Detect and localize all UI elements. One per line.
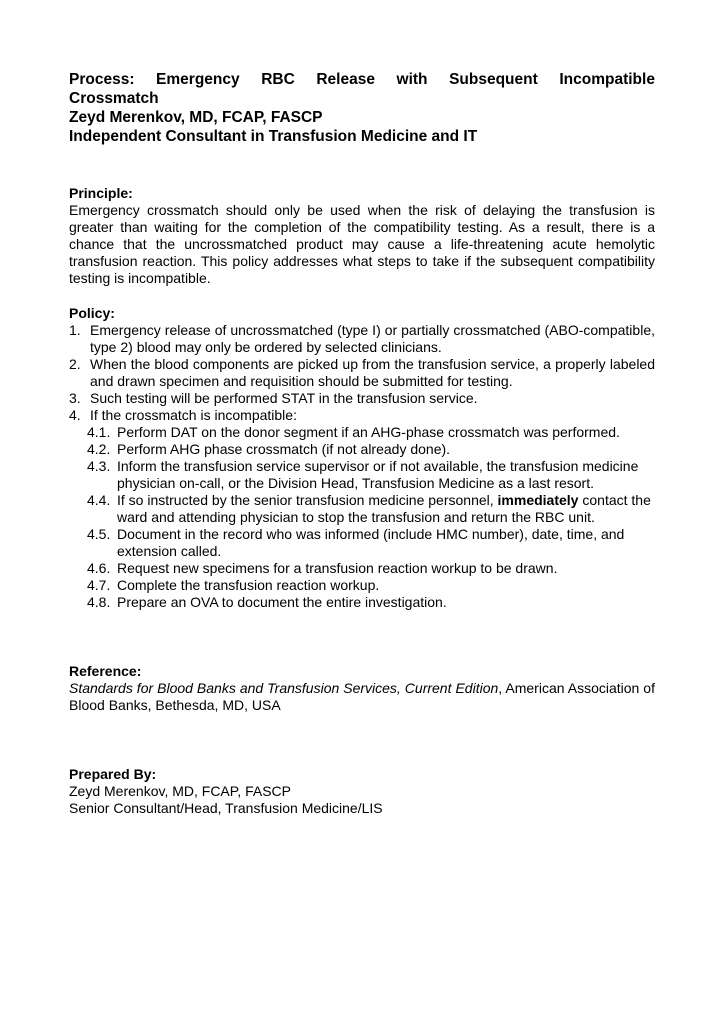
policy-subitem	[87, 594, 655, 611]
policy-item-text: Emergency release of uncrossmatched (type I) or partially crossmatched (ABO-compatible, type 2) blood may only be ordered by selected clinicians.	[90, 322, 655, 355]
policy-subitem-text: Inform the transfusion service supervisor or if not available, the transfusion medicine physician on-call, or the Division Head, Transfusion Medicine as a last resort.	[117, 458, 639, 491]
document-title	[69, 70, 655, 108]
reference-title: Standards for Blood Banks and Transfusion Services, Current Edition	[69, 680, 499, 696]
reference-heading: Reference:	[69, 663, 142, 679]
policy-item	[69, 356, 655, 390]
policy-item	[69, 407, 655, 611]
policy-subitem	[87, 441, 655, 458]
reference-section	[69, 663, 655, 714]
title-word: Subsequent	[449, 71, 538, 88]
subitem-text-part: If so instructed by the senior transfusion medicine personnel,	[117, 492, 498, 508]
policy-heading: Policy:	[69, 305, 115, 321]
policy-subitem	[87, 526, 655, 560]
policy-section	[69, 305, 655, 611]
policy-sublist	[87, 424, 655, 611]
policy-list	[69, 322, 655, 611]
policy-subitem-number: 4.5.	[87, 526, 111, 542]
reference-citation	[69, 680, 655, 714]
policy-subitem	[87, 458, 655, 492]
principle-text: Emergency crossmatch should only be used when the risk of delaying the transfusion is greater than waiting for the completion of the compatibility testing. As a result, there is a chance that the uncrossmatched product may cause a life-threatening acute hemolytic transfusion reaction. This policy addresses what steps to take if the subsequent compatibility testing is incompatible.	[69, 202, 655, 286]
prepared-by-heading: Prepared By:	[69, 766, 157, 782]
policy-item-number: 4.	[69, 407, 81, 423]
emphasis-immediately: immediately	[497, 492, 579, 508]
policy-item	[69, 390, 655, 407]
title-line-2: Crossmatch	[69, 90, 159, 107]
subitem-text-part: contact the ward and attending physician to stop the transfusion and return the RBC unit.	[117, 492, 651, 525]
title-prefix: Process:	[69, 71, 135, 88]
policy-subitem-number: 4.2.	[87, 441, 111, 457]
preparer-title: Senior Consultant/Head, Transfusion Medicine/LIS	[69, 800, 383, 816]
preparer-name: Zeyd Merenkov, MD, FCAP, FASCP	[69, 783, 291, 799]
principle-heading: Principle:	[69, 185, 133, 201]
policy-item-number: 1.	[69, 322, 81, 338]
author-name: Zeyd Merenkov, MD, FCAP, FASCP	[69, 109, 323, 126]
policy-subitem-number: 4.8.	[87, 594, 111, 610]
title-word: with	[396, 71, 428, 88]
policy-item-number: 2.	[69, 356, 81, 372]
policy-subitem-text: Perform DAT on the donor segment if an AHG-phase crossmatch was performed.	[117, 424, 620, 440]
prepared-by-section	[69, 766, 655, 817]
policy-subitem-number: 4.1.	[87, 424, 111, 440]
policy-subitem-text: Perform AHG phase crossmatch (if not already done).	[117, 441, 451, 457]
title-word: RBC	[261, 71, 295, 88]
title-word: Incompatible	[559, 71, 655, 88]
document-header	[69, 70, 655, 146]
policy-subitem-text: Complete the transfusion reaction workup.	[117, 577, 380, 593]
policy-subitem-text: Prepare an OVA to document the entire investigation.	[117, 594, 447, 610]
title-line-1	[69, 70, 655, 89]
policy-subitem-number: 4.4.	[87, 492, 111, 508]
policy-item-text: Such testing will be performed STAT in the transfusion service.	[90, 390, 478, 406]
policy-item-text: When the blood components are picked up from the transfusion service, a properly labeled and drawn specimen and requisition should be submitted for testing.	[90, 356, 655, 389]
author-role: Independent Consultant in Transfusion Medicine and IT	[69, 128, 478, 145]
reference-publisher: , American Association of Blood Banks, Bethesda, MD, USA	[69, 680, 655, 713]
title-word: Release	[316, 71, 375, 88]
policy-subitem	[87, 492, 655, 526]
policy-subitem-text	[117, 492, 651, 525]
policy-subitem-text: Request new specimens for a transfusion reaction workup to be drawn.	[117, 560, 558, 576]
policy-item	[69, 322, 655, 356]
policy-subitem-number: 4.7.	[87, 577, 111, 593]
policy-item-text: If the crossmatch is incompatible:	[90, 407, 297, 423]
policy-subitem	[87, 560, 655, 577]
principle-section	[69, 185, 655, 287]
policy-item-number: 3.	[69, 390, 81, 406]
policy-subitem-text: Document in the record who was informed (include HMC number), date, time, and extension called.	[117, 526, 625, 559]
title-word: Emergency	[156, 71, 240, 88]
policy-subitem-number: 4.3.	[87, 458, 111, 474]
policy-subitem-number: 4.6.	[87, 560, 111, 576]
document-page	[69, 70, 655, 817]
policy-subitem	[87, 424, 655, 441]
policy-subitem	[87, 577, 655, 594]
